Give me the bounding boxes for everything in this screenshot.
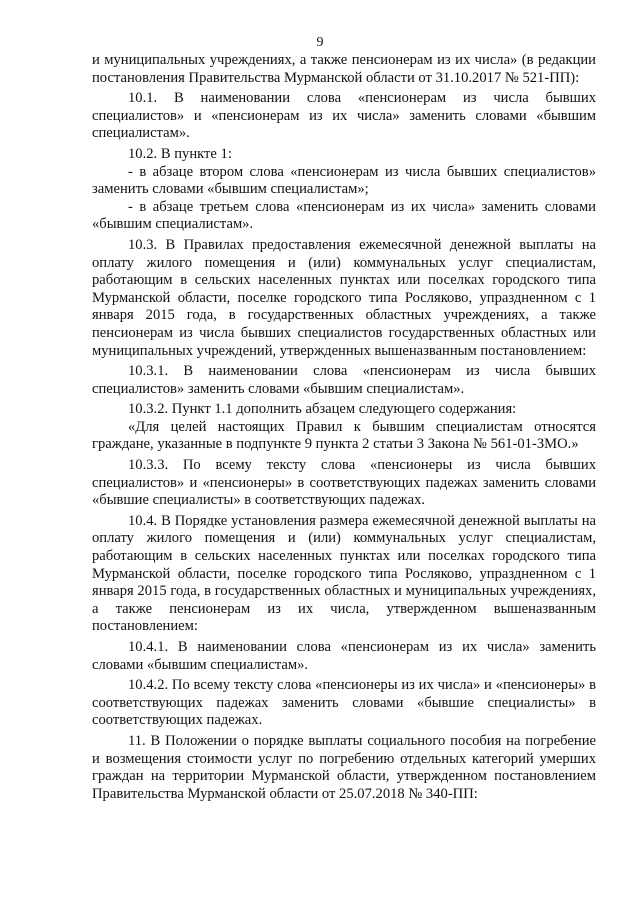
page-number: 9 (316, 35, 324, 50)
paragraph-10-2-item-2: - в абзаце третьем слова «пенсионерам из их числа» заменить словами «бывшим специалистам». (92, 198, 596, 233)
paragraph-10-2-item-1: - в абзаце втором слова «пенсионерам из числа бывших специалистов» заменить словами «бывшим специалистам»; (92, 163, 596, 198)
paragraph-10-3: 10.3. В Правилах предоставления ежемесячной денежной выплаты на оплату жилого помещения и (или) коммунальных услуг специалистам, работающим в сельских населенных пунктах или поселках городского типа Мурманской области, поселке городского типа Росляково, упраздненном с 1 января 2015 года, в государственных областных учреждениях, а также пенсионерам из числа бывших специалистов государственных областных или муниципальных учреждений, утвержденных вышеназванным постановлением: (92, 236, 596, 359)
paragraph-11: 11. В Положении о порядке выплаты социального пособия на погребение и возмещения стоимости услуг по погребению отдельных категорий умерших граждан на территории Мурманской области, утвержденном постановлением Правительства Мурманской области от 25.07.2018 № 340-ПП: (92, 732, 596, 802)
paragraph-10-4-1: 10.4.1. В наименовании слова «пенсионерам из их числа» заменить словами «бывшим специалистам». (92, 639, 596, 673)
paragraph-continuation: и муниципальных учреждениях, а также пенсионерам из их числа» (в редакции постановления Правительства Мурманской области от 31.10.2017 № 521-ПП): (92, 52, 596, 86)
paragraph-10-4-2: 10.4.2. По всему тексту слова «пенсионеры из их числа» и «пенсионеры» в соответствующих падежах заменить словами «бывшие специалисты» в соответствующих падежах. (92, 677, 596, 729)
document-body (92, 52, 596, 803)
paragraph-10-1: 10.1. В наименовании слова «пенсионерам из числа бывших специалистов» и «пенсионерам из их числа» заменить словами «бывшим специалистам». (92, 90, 596, 142)
paragraph-10-2: 10.2. В пункте 1: (128, 145, 232, 162)
paragraph-10-3-2: 10.3.2. Пункт 1.1 дополнить абзацем следующего содержания: (128, 401, 517, 418)
paragraph-10-3-3: 10.3.3. По всему тексту слова «пенсионеры из числа бывших специалистов» и «пенсионеры» в соответствующих падежах заменить словами «бывшие специалисты» в соответствующих падежах. (92, 457, 596, 509)
paragraph-10-3-2-quote: «Для целей настоящих Правил к бывшим специалистам относятся граждане, указанные в подпункте 9 пункта 2 статьи 3 Закона № 561-01-ЗМО.» (92, 418, 596, 453)
paragraph-10-3-1: 10.3.1. В наименовании слова «пенсионерам из числа бывших специалистов» заменить словами «бывшим специалистам». (92, 363, 596, 397)
paragraph-10-4: 10.4. В Порядке установления размера ежемесячной денежной выплаты на оплату жилого помещения и (или) коммунальных услуг специалистам, работающим в сельских населенных пунктах или поселках городского типа Мурманской области, поселке городского типа Росляково, упраздненном с 1 января 2015 года, в государственных областных и муниципальных учреждениях, а также пенсионерам из их числа, утвержденном вышеназванным постановлением: (92, 512, 596, 635)
